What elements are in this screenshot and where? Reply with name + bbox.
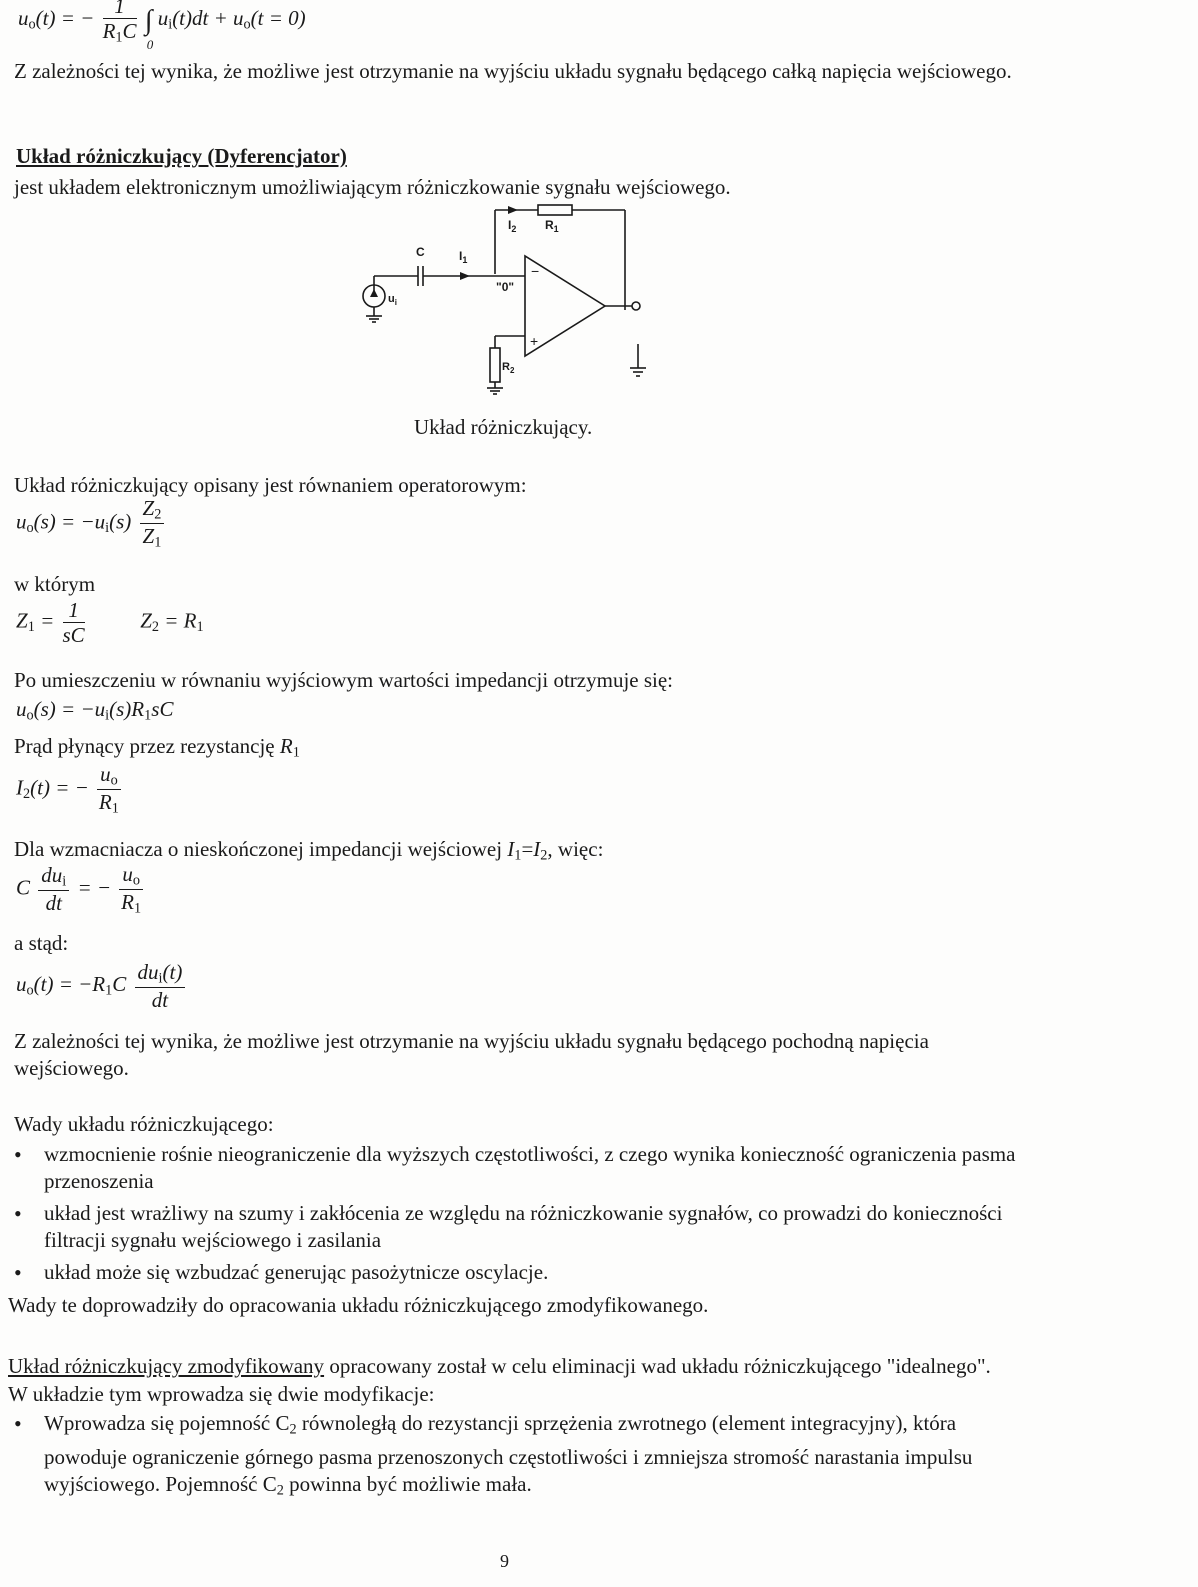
svg-text:I2: $I_2$ — [508, 218, 517, 234]
eq-impedances: $Z_1$ = $\frac{1}{sC}$ $Z_2 = R_1$ — [16, 598, 204, 648]
list-item: • układ może się wzbudzać generując pasożytnicze oscylacje. — [14, 1259, 1044, 1286]
modified-heading: Układ różniczkujący zmodyfikowany — [8, 1354, 325, 1378]
eq-balance: C $\frac{du_i}{dt}$ = − $\frac{u_o}{R_1}$ — [16, 862, 142, 917]
differentiator-circuit-diagram — [350, 196, 670, 396]
modifications-list — [14, 1410, 1004, 1504]
svg-text:ui: $u_i$ — [388, 293, 397, 307]
operator-intro: Układ różniczkujący opisany jest równaniem operatorowym: — [14, 473, 527, 497]
svg-text:C: C — [416, 245, 425, 259]
eq-final: $u_o(t) = -R_1C$ $\frac{du_i(t)}{dt}$ — [16, 960, 188, 1012]
list-item: • Wprowadza się pojemność $C_2$ równoległą do rezystancji sprzężenia zwrotnego (element integracyjny), która powoduje ograniczenie górnego pasma przenoszonych częstotliwości i zmniejsza stromość narastania impulsu wyjściowego. Pojemność $C_2$ powinna być możliwie mała. — [14, 1410, 1004, 1504]
svg-text:−: − — [531, 263, 540, 279]
substitution-text: Po umieszczeniu w równaniu wyjściowym wartości impedancji otrzymuje się: — [14, 668, 674, 692]
drawbacks-conclusion: Wady te doprowadziły do opracowania układu różniczkującego zmodyfikowanego. — [8, 1293, 709, 1317]
current-text: Prąd płynący przez rezystancję $R_1$ — [14, 734, 300, 761]
list-item: • wzmocnienie rośnie nieograniczenie dla wyższych częstotliwości, z czego wynika konieczność ograniczenia pasma przenoszenia — [14, 1141, 1044, 1195]
list-item: • układ jest wrażliwy na szumy i zakłócenia ze względu na różniczkowanie sygnałów, co prowadzi do konieczności filtracji sygnału wejściowego i zasilania — [14, 1200, 1044, 1254]
in-which: w którym — [14, 572, 96, 596]
resistor-r1 — [538, 205, 572, 215]
svg-text:R2: $R_2$ — [502, 361, 515, 375]
eq-operator: $u_o(s) = -u_i(s)$ $\frac{Z_2}{Z_1}$ — [16, 496, 167, 551]
resistor-r2 — [490, 348, 500, 382]
figure-caption: Układ różniczkujący. — [414, 415, 593, 439]
modified-paragraph: Układ różniczkujący zmodyfikowany opracowany został w celu eliminacji wad układu różniczkującego "idealnego". W układzie tym wprowadza się dwie modyfikacje: — [8, 1354, 991, 1406]
drawbacks-heading: Wady układu różniczkującego: — [14, 1112, 274, 1136]
eq-current: $I_2(t)$ = − $\frac{u_o}{R_1}$ — [16, 762, 119, 817]
svg-text:I1: $I_1$ — [459, 249, 468, 265]
drawbacks-list — [14, 1141, 1044, 1286]
section-intro: jest układem elektronicznym umożliwiającym różniczkowanie sygnału wejściowego. — [14, 175, 731, 199]
section-heading: Układ różniczkujący (Dyferencjator) — [16, 144, 347, 168]
hence-text: a stąd: — [14, 931, 69, 955]
svg-text:+: + — [530, 333, 539, 349]
integrator-conclusion: Z zależności tej wynika, że możliwe jest otrzymanie na wyjściu układu sygnału będącego całką napięcia wejściowego. — [14, 59, 1012, 83]
eq-substituted: $u_o(s) = -u_i(s)R_1sC$ — [16, 697, 174, 724]
svg-text:R1: $R_1$ — [545, 218, 559, 234]
integrator-formula: $u_o(t)$ = − $\frac{1}{R_1C}$ ∫ 0 $u_i(t)dt + u_o(t = 0)$ — [18, 0, 306, 46]
page-number: 9 — [500, 1551, 509, 1571]
output-terminal — [632, 302, 640, 310]
differentiator-conclusion: Z zależności tej wynika, że możliwe jest otrzymanie na wyjściu układu sygnału będącego pochodną napięcia wejściowego. — [14, 1029, 929, 1080]
svg-text:"0": "0" — [496, 280, 515, 294]
amp-text: Dla wzmacniacza o nieskończonej impedancji wejściowej $I_1=I_2$, więc: — [14, 837, 604, 864]
